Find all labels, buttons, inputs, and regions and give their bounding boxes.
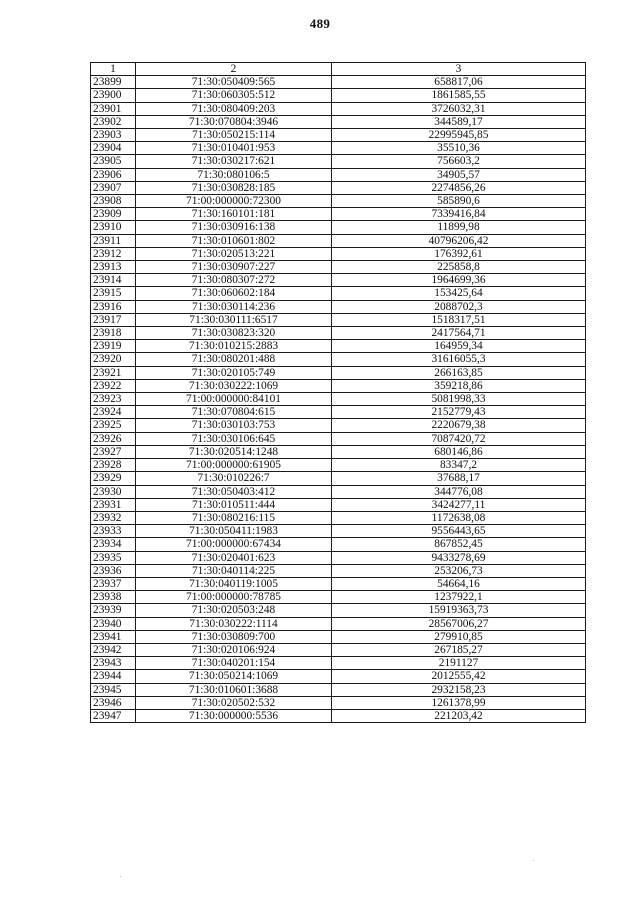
cadastral-value-cell: 2220679,38: [332, 419, 586, 432]
row-number-cell: 23919: [91, 340, 136, 353]
cadastral-number-cell: 71:30:030823:320: [136, 327, 332, 340]
cadastral-value-cell: 1237922,1: [332, 591, 586, 604]
cadastral-value-cell: 37688,17: [332, 472, 586, 485]
table-row: [91, 696, 586, 709]
cadastral-value-cell: 176392,61: [332, 247, 586, 260]
cadastral-value-cell: 54664,16: [332, 577, 586, 590]
table-row: [91, 102, 586, 115]
row-number-cell: 23938: [91, 591, 136, 604]
table-row: [91, 287, 586, 300]
row-number-cell: 23906: [91, 168, 136, 181]
table-row: [91, 195, 586, 208]
row-number-cell: 23940: [91, 617, 136, 630]
cadastral-value-cell: 9433278,69: [332, 551, 586, 564]
table-row: [91, 393, 586, 406]
cadastral-value-cell: 266163,85: [332, 366, 586, 379]
column-header-1: 1: [91, 63, 136, 76]
table-row: [91, 564, 586, 577]
row-number-cell: 23913: [91, 261, 136, 274]
cadastral-number-cell: 71:30:080201:488: [136, 353, 332, 366]
cadastral-number-cell: 71:30:000000:5536: [136, 709, 332, 722]
table-body: [91, 76, 586, 723]
cadastral-value-cell: 756603,2: [332, 155, 586, 168]
table-row: [91, 261, 586, 274]
row-number-cell: 23933: [91, 525, 136, 538]
row-number-cell: 23946: [91, 696, 136, 709]
table-row: [91, 353, 586, 366]
row-number-cell: 23912: [91, 247, 136, 260]
row-number-cell: 23928: [91, 459, 136, 472]
cadastral-value-cell: 344776,08: [332, 485, 586, 498]
row-number-cell: 23937: [91, 577, 136, 590]
cadastral-number-cell: 71:00:000000:84101: [136, 393, 332, 406]
cadastral-value-cell: 1518317,51: [332, 313, 586, 326]
table-row: [91, 551, 586, 564]
cadastral-number-cell: 71:30:040201:154: [136, 657, 332, 670]
cadastral-number-cell: 71:30:070804:3946: [136, 115, 332, 128]
table-row: [91, 511, 586, 524]
table-row: [91, 709, 586, 722]
row-number-cell: 23941: [91, 630, 136, 643]
row-number-cell: 23947: [91, 709, 136, 722]
row-number-cell: 23930: [91, 485, 136, 498]
table-row: [91, 445, 586, 458]
cadastral-value-cell: 3726032,31: [332, 102, 586, 115]
table-row: [91, 76, 586, 89]
row-number-cell: 23907: [91, 181, 136, 194]
row-number-cell: 23927: [91, 445, 136, 458]
scan-speck: [120, 876, 121, 877]
row-number-cell: 23910: [91, 221, 136, 234]
cadastral-number-cell: 71:30:020514:1248: [136, 445, 332, 458]
cadastral-value-cell: 40796206,42: [332, 234, 586, 247]
cadastral-number-cell: 71:30:010226:7: [136, 472, 332, 485]
table-row: [91, 577, 586, 590]
cadastral-number-cell: 71:30:030106:645: [136, 432, 332, 445]
cadastral-value-cell: 7087420,72: [332, 432, 586, 445]
cadastral-number-cell: 71:30:080106:5: [136, 168, 332, 181]
table-row: [91, 129, 586, 142]
cadastral-value-cell: 3424277,11: [332, 498, 586, 511]
cadastral-value-cell: 153425,64: [332, 287, 586, 300]
cadastral-number-cell: 71:30:020106:924: [136, 643, 332, 656]
cadastral-number-cell: 71:30:050409:565: [136, 76, 332, 89]
row-number-cell: 23917: [91, 313, 136, 326]
cadastral-value-cell: 31616055,3: [332, 353, 586, 366]
table-row: [91, 683, 586, 696]
table-row: [91, 89, 586, 102]
column-header-3: 3: [332, 63, 586, 76]
cadastral-value-cell: 5081998,33: [332, 393, 586, 406]
cadastral-value-cell: 164959,34: [332, 340, 586, 353]
table-row: [91, 617, 586, 630]
cadastral-number-cell: 71:30:030809:700: [136, 630, 332, 643]
table-header-row: [91, 63, 586, 76]
cadastral-number-cell: 71:30:020502:532: [136, 696, 332, 709]
cadastral-number-cell: 71:00:000000:78785: [136, 591, 332, 604]
row-number-cell: 23944: [91, 670, 136, 683]
table-row: [91, 485, 586, 498]
cadastral-value-cell: 1964699,36: [332, 274, 586, 287]
table-row: [91, 221, 586, 234]
cadastral-number-cell: 71:30:080307:272: [136, 274, 332, 287]
table-row: [91, 643, 586, 656]
cadastral-number-cell: 71:30:020503:248: [136, 604, 332, 617]
cadastral-value-cell: 279910,85: [332, 630, 586, 643]
cadastral-number-cell: 71:00:000000:67434: [136, 538, 332, 551]
cadastral-value-cell: 2417564,71: [332, 327, 586, 340]
row-number-cell: 23899: [91, 76, 136, 89]
cadastral-number-cell: 71:30:020401:623: [136, 551, 332, 564]
row-number-cell: 23914: [91, 274, 136, 287]
page-number: 489: [309, 16, 331, 31]
row-number-cell: 23936: [91, 564, 136, 577]
row-number-cell: 23931: [91, 498, 136, 511]
table-row: [91, 459, 586, 472]
row-number-cell: 23932: [91, 511, 136, 524]
table-row: [91, 208, 586, 221]
table-row: [91, 591, 586, 604]
cadastral-value-cell: 28567006,27: [332, 617, 586, 630]
table-row: [91, 234, 586, 247]
cadastral-number-cell: 71:00:000000:61905: [136, 459, 332, 472]
cadastral-value-cell: 2152779,43: [332, 406, 586, 419]
cadastral-value-table: [90, 62, 586, 723]
row-number-cell: 23929: [91, 472, 136, 485]
cadastral-value-cell: 83347,2: [332, 459, 586, 472]
table-row: [91, 247, 586, 260]
cadastral-value-cell: 2191127: [332, 657, 586, 670]
cadastral-number-cell: 71:30:060305:512: [136, 89, 332, 102]
row-number-cell: 23901: [91, 102, 136, 115]
cadastral-number-cell: 71:30:030222:1114: [136, 617, 332, 630]
cadastral-number-cell: 71:30:080216:115: [136, 511, 332, 524]
table-row: [91, 142, 586, 155]
row-number-cell: 23905: [91, 155, 136, 168]
column-header-2: 2: [136, 63, 332, 76]
row-number-cell: 23926: [91, 432, 136, 445]
cadastral-number-cell: 71:30:010401:953: [136, 142, 332, 155]
cadastral-value-cell: 221203,42: [332, 709, 586, 722]
table-row: [91, 525, 586, 538]
cadastral-value-cell: 2274856,26: [332, 181, 586, 194]
table-row: [91, 657, 586, 670]
table-row: [91, 419, 586, 432]
table-row: [91, 630, 586, 643]
table-row: [91, 313, 586, 326]
table-row: [91, 366, 586, 379]
table-row: [91, 155, 586, 168]
cadastral-value-cell: 585890,6: [332, 195, 586, 208]
cadastral-value-cell: 15919363,73: [332, 604, 586, 617]
cadastral-number-cell: 71:30:030828:185: [136, 181, 332, 194]
cadastral-number-cell: 71:30:080409:203: [136, 102, 332, 115]
row-number-cell: 23922: [91, 379, 136, 392]
cadastral-number-cell: 71:30:040119:1005: [136, 577, 332, 590]
table-row: [91, 300, 586, 313]
cadastral-number-cell: 71:30:060602:184: [136, 287, 332, 300]
scan-speck: [533, 860, 534, 861]
cadastral-value-cell: 658817,06: [332, 76, 586, 89]
row-number-cell: 23934: [91, 538, 136, 551]
table-row: [91, 340, 586, 353]
cadastral-number-cell: 71:30:010601:802: [136, 234, 332, 247]
row-number-cell: 23908: [91, 195, 136, 208]
row-number-cell: 23918: [91, 327, 136, 340]
table-row: [91, 379, 586, 392]
cadastral-value-cell: 9556443,65: [332, 525, 586, 538]
cadastral-number-cell: 71:30:010215:2883: [136, 340, 332, 353]
table-row: [91, 472, 586, 485]
cadastral-number-cell: 71:30:040114:225: [136, 564, 332, 577]
cadastral-number-cell: 71:30:160101:181: [136, 208, 332, 221]
cadastral-value-cell: 22995945,85: [332, 129, 586, 142]
cadastral-number-cell: 71:30:010511:444: [136, 498, 332, 511]
cadastral-number-cell: 71:30:070804:615: [136, 406, 332, 419]
cadastral-value-cell: 2088702,3: [332, 300, 586, 313]
cadastral-value-cell: 1172638,08: [332, 511, 586, 524]
row-number-cell: 23942: [91, 643, 136, 656]
table-row: [91, 406, 586, 419]
row-number-cell: 23920: [91, 353, 136, 366]
cadastral-number-cell: 71:30:030916:138: [136, 221, 332, 234]
row-number-cell: 23935: [91, 551, 136, 564]
cadastral-number-cell: 71:30:050214:1069: [136, 670, 332, 683]
row-number-cell: 23900: [91, 89, 136, 102]
cadastral-value-cell: 1261378,99: [332, 696, 586, 709]
cadastral-number-cell: 71:30:030222:1069: [136, 379, 332, 392]
row-number-cell: 23902: [91, 115, 136, 128]
row-number-cell: 23945: [91, 683, 136, 696]
row-number-cell: 23911: [91, 234, 136, 247]
cadastral-number-cell: 71:30:050411:1983: [136, 525, 332, 538]
row-number-cell: 23916: [91, 300, 136, 313]
cadastral-value-cell: 225858,8: [332, 261, 586, 274]
cadastral-value-cell: 35510,36: [332, 142, 586, 155]
row-number-cell: 23925: [91, 419, 136, 432]
row-number-cell: 23943: [91, 657, 136, 670]
cadastral-number-cell: 71:30:030111:6517: [136, 313, 332, 326]
table-row: [91, 498, 586, 511]
cadastral-number-cell: 71:30:030114:236: [136, 300, 332, 313]
cadastral-value-cell: 2012555,42: [332, 670, 586, 683]
cadastral-number-cell: 71:30:030217:621: [136, 155, 332, 168]
table-row: [91, 432, 586, 445]
table-row: [91, 327, 586, 340]
row-number-cell: 23939: [91, 604, 136, 617]
cadastral-number-cell: 71:30:050215:114: [136, 129, 332, 142]
cadastral-value-cell: 253206,73: [332, 564, 586, 577]
table-row: [91, 181, 586, 194]
cadastral-value-cell: 34905,57: [332, 168, 586, 181]
cadastral-number-cell: 71:30:030103:753: [136, 419, 332, 432]
row-number-cell: 23909: [91, 208, 136, 221]
cadastral-number-cell: 71:30:030907:227: [136, 261, 332, 274]
row-number-cell: 23904: [91, 142, 136, 155]
row-number-cell: 23923: [91, 393, 136, 406]
cadastral-value-cell: 359218,86: [332, 379, 586, 392]
cadastral-value-cell: 1861585,55: [332, 89, 586, 102]
cadastral-value-cell: 7339416,84: [332, 208, 586, 221]
cadastral-value-cell: 2932158,23: [332, 683, 586, 696]
row-number-cell: 23903: [91, 129, 136, 142]
row-number-cell: 23924: [91, 406, 136, 419]
cadastral-number-cell: 71:30:020105:749: [136, 366, 332, 379]
cadastral-value-cell: 344589,17: [332, 115, 586, 128]
cadastral-value-cell: 267185,27: [332, 643, 586, 656]
row-number-cell: 23915: [91, 287, 136, 300]
cadastral-number-cell: 71:30:010601:3688: [136, 683, 332, 696]
cadastral-number-cell: 71:00:000000:72300: [136, 195, 332, 208]
table-row: [91, 604, 586, 617]
row-number-cell: 23921: [91, 366, 136, 379]
table-row: [91, 115, 586, 128]
table-row: [91, 670, 586, 683]
table-row: [91, 274, 586, 287]
table-row: [91, 168, 586, 181]
cadastral-value-cell: 680146,86: [332, 445, 586, 458]
cadastral-value-cell: 867852,45: [332, 538, 586, 551]
cadastral-value-cell: 11899,98: [332, 221, 586, 234]
table-row: [91, 538, 586, 551]
cadastral-number-cell: 71:30:020513:221: [136, 247, 332, 260]
cadastral-number-cell: 71:30:050403:412: [136, 485, 332, 498]
